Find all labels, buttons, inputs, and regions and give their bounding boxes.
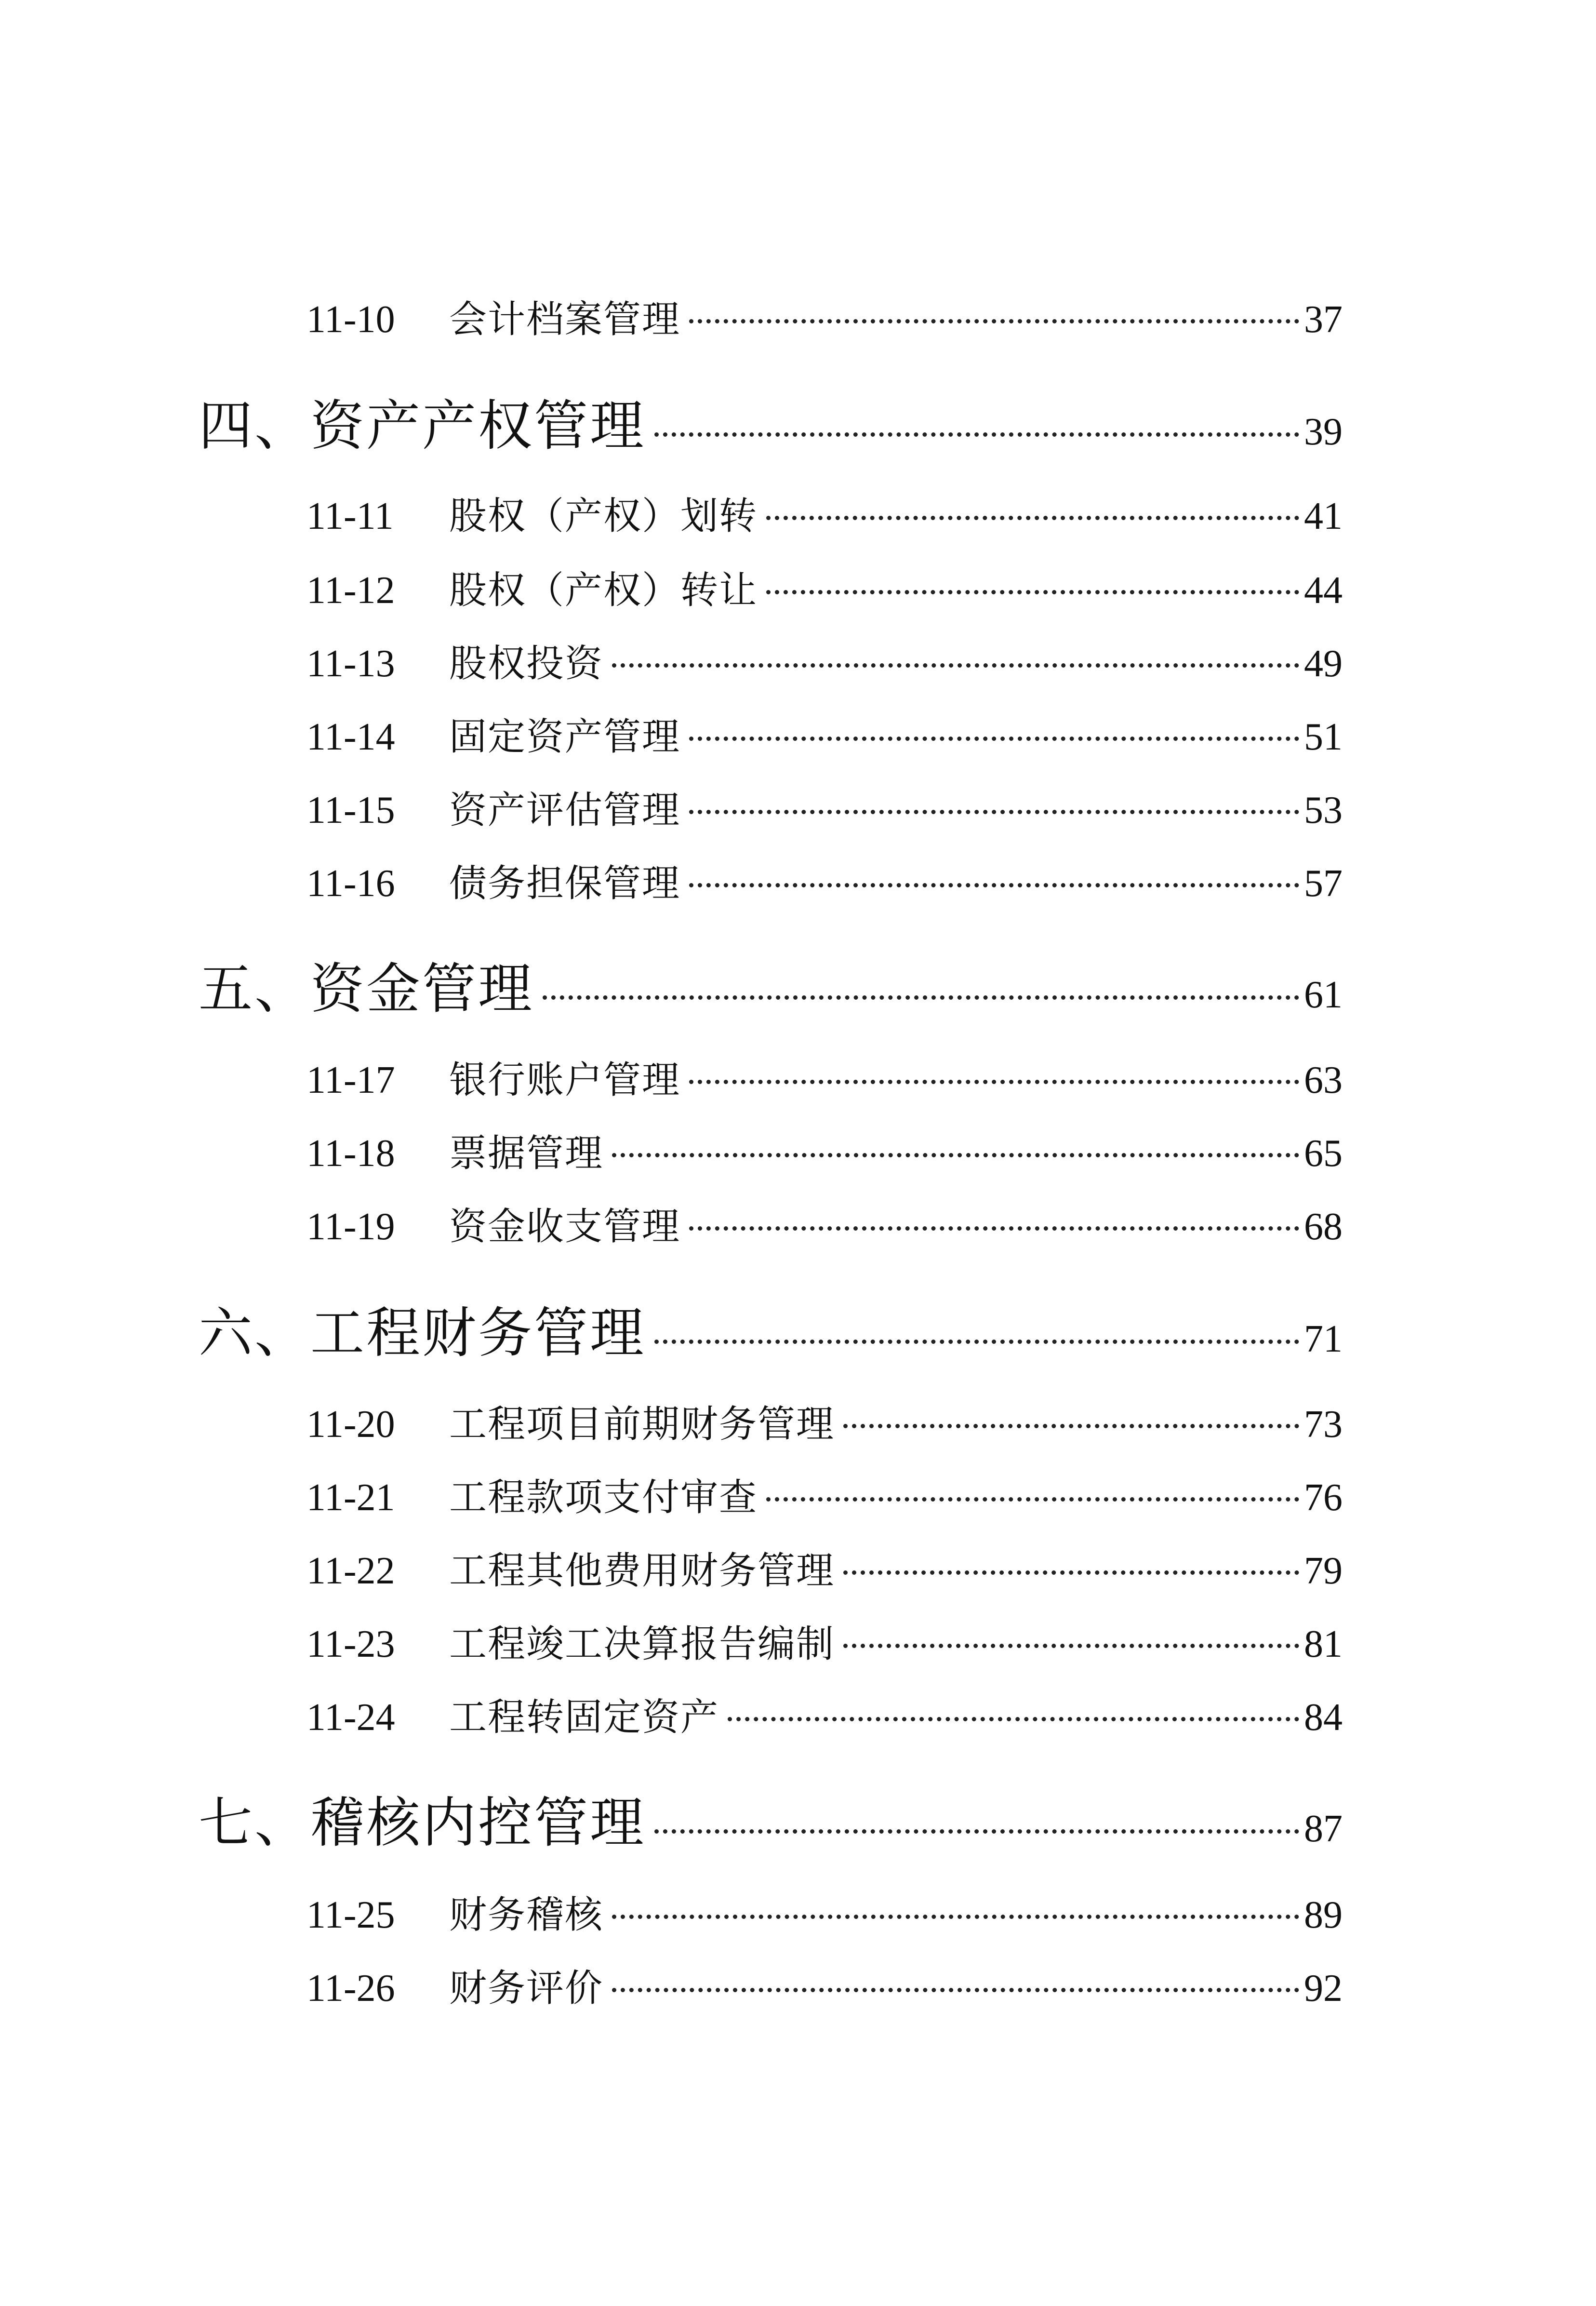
dot-leader — [612, 1987, 1299, 1992]
entry-page-number: 57 — [1304, 862, 1343, 905]
dot-leader — [766, 1497, 1299, 1502]
toc-entry — [306, 707, 1343, 760]
entry-page-number: 92 — [1304, 1967, 1343, 2010]
toc-entry — [306, 1958, 1343, 2011]
toc-entry — [306, 1885, 1343, 1938]
toc-section-heading — [199, 383, 1343, 457]
toc-entry — [306, 853, 1343, 906]
toc-entry — [306, 486, 1343, 539]
toc-entry — [306, 1050, 1343, 1103]
toc-entry — [306, 1687, 1343, 1740]
entry-page-number: 49 — [1304, 643, 1343, 685]
entry-page-number: 79 — [1304, 1550, 1343, 1592]
entry-page-number: 51 — [1304, 716, 1343, 758]
entry-number: 11-25 — [306, 1894, 395, 1936]
entry-number: 11-20 — [306, 1403, 395, 1446]
entry-title: 工程竣工决算报告编制 — [449, 1622, 835, 1666]
entry-title: 资产评估管理 — [449, 789, 681, 832]
dot-leader — [689, 1079, 1299, 1084]
entry-title: 工程转固定资产 — [449, 1696, 719, 1739]
section-page-number: 87 — [1304, 1808, 1343, 1850]
entry-page-number: 37 — [1304, 298, 1343, 341]
toc-entry — [306, 289, 1343, 342]
section-page-number: 39 — [1304, 411, 1343, 453]
dot-leader — [843, 1570, 1299, 1575]
toc-section-heading — [199, 946, 1343, 1020]
entry-title: 固定资产管理 — [449, 715, 681, 759]
toc-section-heading — [199, 1780, 1343, 1854]
dot-leader — [612, 663, 1299, 668]
entry-page-number: 65 — [1304, 1132, 1343, 1175]
entry-page-number: 68 — [1304, 1206, 1343, 1248]
entry-number: 11-14 — [306, 716, 395, 758]
section-title: 六、工程财务管理 — [199, 1302, 646, 1365]
entry-title: 股权投资 — [449, 642, 604, 685]
entry-title: 会计档案管理 — [449, 298, 681, 341]
toc-entry — [306, 1467, 1343, 1520]
entry-number: 11-17 — [306, 1059, 395, 1101]
section-page-number: 61 — [1304, 974, 1343, 1016]
entry-number: 11-13 — [306, 643, 395, 685]
entry-title: 股权（产权）转让 — [449, 569, 758, 612]
entry-page-number: 76 — [1304, 1476, 1343, 1519]
dot-leader — [689, 809, 1299, 814]
toc-entry — [306, 780, 1343, 833]
toc-entry — [306, 1123, 1343, 1176]
dot-leader — [654, 1829, 1299, 1834]
entry-page-number: 44 — [1304, 569, 1343, 612]
entry-number: 11-16 — [306, 862, 395, 905]
entry-title: 银行账户管理 — [449, 1059, 681, 1102]
toc-entry — [306, 1541, 1343, 1594]
entry-page-number: 89 — [1304, 1894, 1343, 1936]
entry-number: 11-24 — [306, 1696, 395, 1739]
entry-number: 11-10 — [306, 298, 395, 341]
toc-entry — [306, 1614, 1343, 1667]
entry-number: 11-12 — [306, 569, 395, 612]
entry-title: 工程款项支付审查 — [449, 1476, 758, 1519]
section-title: 五、资金管理 — [199, 958, 534, 1020]
toc-entry — [306, 1196, 1343, 1249]
toc-section-heading — [199, 1290, 1343, 1365]
entry-number: 11-18 — [306, 1132, 395, 1175]
section-title: 四、资产产权管理 — [199, 395, 646, 457]
toc-entry — [306, 633, 1343, 686]
entry-title: 财务评价 — [449, 1967, 604, 2010]
entry-number: 11-26 — [306, 1967, 395, 2010]
entry-title: 资金收支管理 — [449, 1205, 681, 1248]
toc-entry — [306, 1394, 1343, 1447]
entry-title: 财务稽核 — [449, 1893, 604, 1937]
dot-leader — [766, 590, 1299, 594]
entry-page-number: 73 — [1304, 1403, 1343, 1446]
dot-leader — [689, 736, 1299, 741]
dot-leader — [689, 319, 1299, 323]
entry-title: 债务担保管理 — [449, 862, 681, 905]
entry-title: 票据管理 — [449, 1132, 604, 1175]
dot-leader — [654, 1339, 1299, 1344]
dot-leader — [689, 883, 1299, 887]
entry-number: 11-23 — [306, 1623, 395, 1665]
entry-number: 11-11 — [306, 495, 394, 537]
entry-page-number: 53 — [1304, 789, 1343, 831]
dot-leader — [843, 1643, 1299, 1648]
entry-number: 11-19 — [306, 1206, 395, 1248]
entry-page-number: 84 — [1304, 1696, 1343, 1739]
dot-leader — [728, 1716, 1299, 1721]
dot-leader — [543, 995, 1299, 1000]
entry-title: 工程其他费用财务管理 — [449, 1549, 835, 1593]
section-page-number: 71 — [1304, 1318, 1343, 1360]
dot-leader — [843, 1423, 1299, 1428]
entry-title: 工程项目前期财务管理 — [449, 1403, 835, 1446]
entry-page-number: 81 — [1304, 1623, 1343, 1665]
dot-leader — [689, 1226, 1299, 1231]
entry-page-number: 63 — [1304, 1059, 1343, 1101]
toc-entry — [306, 560, 1343, 613]
dot-leader — [766, 515, 1299, 520]
section-title: 七、稽核内控管理 — [199, 1792, 646, 1854]
dot-leader — [654, 432, 1299, 437]
entry-number: 11-22 — [306, 1550, 395, 1592]
dot-leader — [612, 1153, 1299, 1157]
entry-page-number: 41 — [1304, 495, 1343, 537]
entry-title: 股权（产权）划转 — [449, 495, 758, 538]
entry-number: 11-15 — [306, 789, 395, 831]
dot-leader — [612, 1914, 1299, 1919]
entry-number: 11-21 — [306, 1476, 395, 1519]
